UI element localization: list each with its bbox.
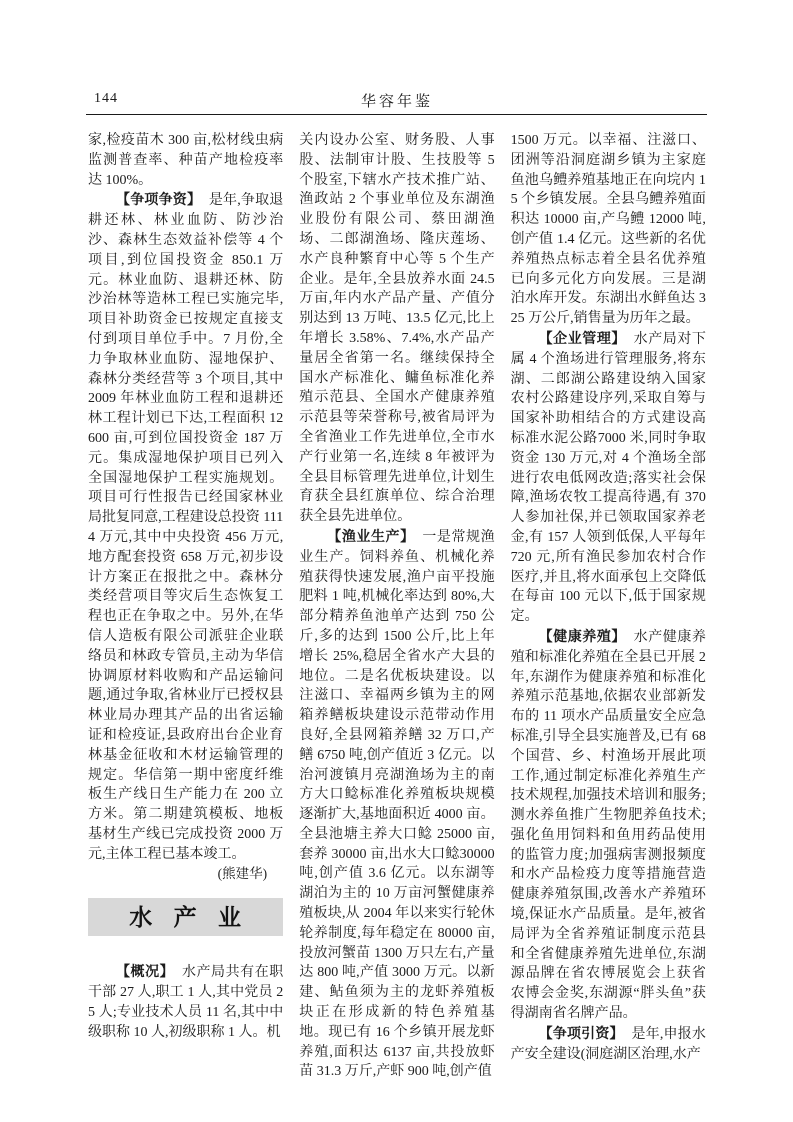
column-middle bbox=[299, 131, 494, 1082]
column-left bbox=[88, 131, 283, 1082]
entry-label: 【健康养殖】 bbox=[538, 627, 626, 644]
entry-text: 一是常规渔业生产。饲料养鱼、机械化养殖获得快速发展,渔户亩平投施肥料 1 吨,机械化率达到 80%,大部分精养鱼池单产达到 750 公斤,多的达到 1500 公斤,比上年增长 25%,稳居全省水产大县的地位。二是名优板块建设。以注滋口、幸福两乡镇为主的网箱养鳝板块建设示范带动作用良好,全县网箱养鳝 32 万口,产鳝 6750 吨,创产值近 3 亿元。以治河渡镇月亮湖渔场为主的南方大口鲶标准化养殖板块规模逐渐扩大,基地面积近 4000 亩。全县池塘主养大口鲶 25000 亩,套养 30000 亩,出水大口鲶30000 吨,创产值 3.6 亿元。以东湖等湖泊为主的 10 万亩河蟹健康养殖板块,从 2004 年以来实行轮休轮养制度,每年稳定在 80000 亩,投放河蟹苗 1300 万只左右,产量达 800 吨,产值 3000 万元。以新建、鲇鱼须为主的龙虾养殖板块正在形成新的特色养殖基地。现已有 16 个乡镇开展龙虾养殖,面积达 6137 亩,共投放虾苗 31.3 万斤,产虾 900 吨,创产值 bbox=[299, 529, 495, 1080]
entry-text: 水产健康养殖和标准化养殖在全县已开展 2 年,东湖作为健康养殖和标准化养殖示范基地,依据农业部新发布的 11 项水产品质量安全应急标准,引导全县实施普及,已有 68 个国营、乡、村渔场开展此项工作,通过制定标准化养殖生产技术规程,加强技术培训和服务;测水养鱼推广生物肥养鱼技术;强化鱼用饲料和鱼用药品使用的监管力度;加强病害测报频度和水产品检疫力度等措施营造健康养殖氛围,改善水产养殖环境,保证水产品质量。是年,被省局评为全省养殖证制度示范县和全省健康养殖先进单位,东湖源品牌在省农博展览会上获省农博会金奖,东湖源“胖头鱼”获得湖南省名牌产品。 bbox=[510, 629, 706, 1022]
paragraph-text: 家,检疫苗木 300 亩,松材线虫病监测普查率、种苗产地检疫率达 100%。 bbox=[88, 133, 284, 188]
continued-paragraph bbox=[299, 131, 494, 527]
page-number: 144 bbox=[94, 91, 118, 106]
continued-paragraph bbox=[511, 131, 706, 329]
entry-label: 【渔业生产】 bbox=[327, 527, 415, 544]
header-rule bbox=[86, 114, 707, 115]
entry-label: 【企业管理】 bbox=[538, 329, 626, 346]
page-header bbox=[87, 90, 707, 110]
entry-jiankang-yangzhi bbox=[511, 627, 706, 1024]
paragraph-text: 1500 万元。以幸福、注滋口、团洲等沿洞庭湖乡镇为主家庭鱼池乌鳢养殖基地正在向垸内 15 个乡镇发展。全县乌鳢养殖面积达 10000 亩,产乌鳢 12000 吨,创产值 1.4 亿元。这些新的名优养殖热点标志着全县名优养殖已向多元化方向发展。三是湖泊水库开发。东湖出水鲜鱼达 325 万公斤,销售量为历年之最。 bbox=[510, 133, 706, 327]
entry-zhengxiang-zhengzi bbox=[88, 190, 283, 864]
entry-text: 水产局对下属 4 个渔场进行管理服务,将东湖、二郎湖公路建设纳入国家农村公路建设序列,采取自筹与国家补助相结合的方式建设高标准水泥公路7000 米,同时争取资金 130 万元,对 4 个渔场全部进行农电低网改造;落实社会保障,渔场农牧工提高待遇,有 370 人参加社保,并已领取国家养老金,有 157 人领到低保,人平每年 720 元,所有渔民参加农村合作医疗,并且,将水面承包上交降低在每亩 100 元以下,低于国家规定。 bbox=[510, 331, 706, 625]
entry-text: 是年,争取退耕还林、林业血防、防沙治沙、森林生态效益补偿等 4 个项目,到位国投资金 850.1 万元。林业血防、退耕还林、防沙治林等造林工程已实施完毕,项目补助资金已按规定直接支付到项目单位手中。7 月份,全力争取林业血防、湿地保护、森林分类经营等 3 个项目,其中 2009 年林业血防工程和退耕还林工程计划已下达,工程面积 12600 亩,可到位国投资金 187 万元。集成湿地保护项目已列入全国湿地保护工程实施规划。项目可行性报告已经国家林业局批复同意,工程建设总投资 1114 万元,其中中央投资 456 万元,地方配套投资 658 万元,初步设计方案正在报批之中。森林分类经营项目等灾后生态恢复工程也正在争取之中。另外,在华信人造板有限公司派驻企业联络员和林政专管员,主动为华信协调原材料收购和产品运输问题,通过争取,省林业厅已授权县林业局办理其产品的出省运输证和检疫证,县政府出台企业育林基金征收和木材运输管理的规定。华信第一期中密度纤维板生产线日生产能力在 200 立方米。第二期建筑模板、地板基材生产线已完成投资 2000 万元,主体工程已基本竣工。 bbox=[88, 193, 284, 862]
entry-label: 【争项引资】 bbox=[538, 1024, 624, 1041]
continued-paragraph bbox=[88, 131, 283, 190]
entry-zhengxiang-yinzi bbox=[511, 1024, 706, 1065]
entry-label: 【概况】 bbox=[116, 963, 175, 980]
book-title: 华容年鉴 bbox=[360, 94, 433, 110]
author-signature: (熊建华) bbox=[217, 866, 268, 882]
entry-qiye-guanli bbox=[511, 329, 706, 627]
entry-yuye-shengchan bbox=[299, 527, 494, 1082]
content-columns bbox=[88, 131, 706, 1082]
entry-label: 【争项争资】 bbox=[116, 191, 202, 208]
entry-gaikuang bbox=[88, 962, 283, 1042]
paragraph-text: 关内设办公室、财务股、人事股、法制审计股、生技股等 5 个股室,下辖水产技术推广站、渔政站 2 个事业单位及东湖渔业股份有限公司、蔡田湖渔场、二郎湖渔场、隆庆莲场、水产良种繁育中心等 5 个生产企业。是年,全县放养水面 24.5 万亩,年内水产品产量、产值分别达到 13 万吨、13.5 亿元,比上年增长 3.58%、7.4%,水产品产量居全省第一名。继续保持全国水产标准化、鳙鱼标准化养殖示范县、全国水产健康养殖示范县等荣誉称号,被省局评为全省渔业工作先进单位,全市水产行业第一名,连续 8 年被评为全县目标管理先进单位,计划生育获全县红旗单位、综合治理获全县先进单位。 bbox=[299, 133, 495, 525]
section-title-fisheries: 水 产 业 bbox=[88, 898, 283, 936]
entry-text: 是年,申报水产安全建设(洞庭湖区治理,水产 bbox=[510, 1026, 706, 1062]
column-right bbox=[511, 131, 706, 1082]
entry-text: 水产局共有在职干部 27 人,职工 1 人,其中党员 25 人;专业技术人员 11 名,其中中级职称 10 人,初级职称 1 人。机 bbox=[88, 965, 284, 1040]
